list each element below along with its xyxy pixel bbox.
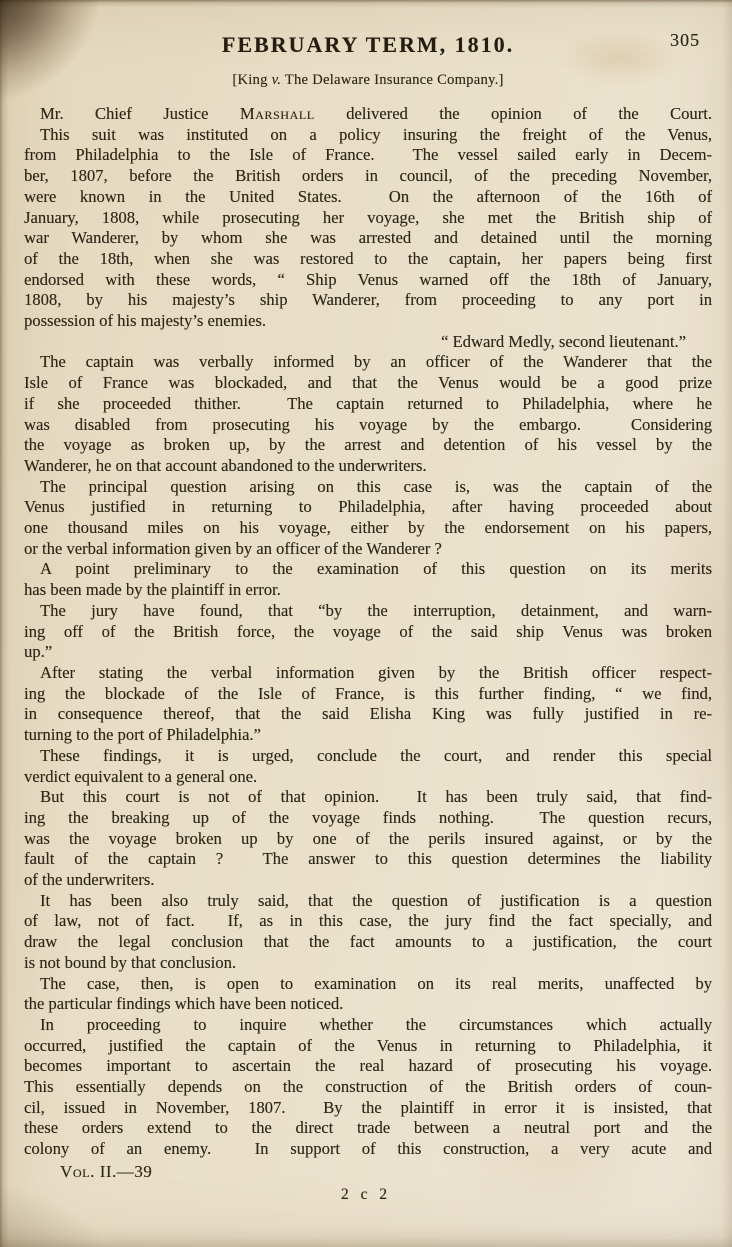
text-segment: the particular findings which have been noticed.	[24, 994, 344, 1014]
text-segment: After stating the verbal information given by the British officer respect-	[40, 662, 712, 682]
text-segment: Wanderer, he on that account abandoned to the underwriters.	[24, 455, 427, 475]
text-line	[24, 808, 712, 829]
text-line	[24, 208, 712, 229]
text-line	[24, 373, 712, 394]
text-segment: These findings, it is urged, conclude the court, and render this special	[40, 745, 712, 765]
text-line	[24, 1077, 712, 1098]
text-segment: endorsed with these words, “ Ship Venus warned off the 18th of January,	[24, 269, 712, 289]
paragraph-voyage-history	[24, 125, 712, 332]
text-line	[24, 870, 712, 891]
text-segment: in consequence thereof, that the said Elisha King was fully justified in re-	[24, 704, 712, 724]
case-caption	[24, 72, 712, 89]
text-line	[24, 477, 712, 498]
text-segment: fault of the captain ? The answer to this question determines the liability	[24, 849, 712, 869]
text-segment: Mr. Chief Justice	[40, 104, 240, 123]
text-line	[24, 415, 712, 436]
text-line	[24, 497, 712, 518]
text-line	[24, 725, 712, 746]
running-header: FEBRUARY TERM, 1810.	[221, 32, 515, 57]
text-segment: The principal question arising on this case is, was the captain of the	[40, 476, 712, 496]
text-line	[24, 974, 712, 995]
text-line	[24, 332, 712, 353]
text-segment: This suit was instituted on a policy insuring the freight of the Venus,	[40, 124, 712, 144]
text-line	[24, 601, 712, 622]
page-number: 305	[670, 30, 700, 50]
text-line	[24, 1098, 712, 1119]
paragraph-orders-construction	[24, 1015, 712, 1160]
text-segment: from Philadelphia to the Isle of France. The vessel sailed early in Decem-	[24, 145, 712, 165]
paragraph-opinion-opening	[24, 104, 712, 125]
text-segment: A point preliminary to the examination of this question on its merits	[40, 559, 712, 579]
paragraph-jury-finding	[24, 601, 712, 663]
text-segment: of the 18th, when she was restored to the captain, her papers being first	[24, 248, 712, 268]
text-line	[24, 559, 712, 580]
text-segment: ing the blockade of the Isle of France, is this further finding, “ we find,	[24, 683, 712, 703]
text-line	[24, 1056, 712, 1077]
paragraph-principal-question	[24, 477, 712, 560]
text-segment: these orders extend to the direct trade between a neutral port and the	[24, 1118, 712, 1138]
text-segment: up.”	[24, 642, 53, 662]
text-line	[24, 1139, 712, 1160]
text-segment: January, 1808, while prosecuting her voyage, she met the British ship of	[24, 207, 712, 227]
text-line	[24, 104, 712, 125]
text-segment: verdict equivalent to a general one.	[24, 766, 258, 786]
text-line	[24, 953, 712, 974]
text-segment: It has been also truly said, that the question of justification is a question	[40, 890, 712, 910]
text-line	[24, 270, 712, 291]
text-segment: [King	[232, 72, 272, 88]
text-segment: This essentially depends on the construction of the British orders of coun-	[24, 1077, 712, 1097]
text-segment: ing off of the British force, the voyage of the said ship Venus was broken	[24, 621, 712, 641]
text-line	[24, 518, 712, 539]
text-segment: the voyage as broken up, by the arrest and detention of his vessel by the	[24, 435, 712, 455]
text-line	[24, 145, 712, 166]
text-segment: delivered the opinion of the Court.	[314, 104, 712, 123]
text-segment: were known in the United States. On the afternoon of the 16th of	[24, 186, 712, 206]
text-line	[24, 849, 712, 870]
text-line	[24, 684, 712, 705]
text-line	[24, 580, 712, 601]
sheet-signature: 2 c 2	[340, 1186, 392, 1203]
text-segment: Isle of France was blockaded, and that the Venus would be a good prize	[24, 373, 712, 393]
text-segment: possession of his majesty’s enemies.	[24, 311, 266, 331]
text-line	[24, 1036, 712, 1057]
text-segment: Vol.	[60, 1162, 95, 1181]
body-text	[24, 104, 712, 1160]
text-line	[24, 642, 712, 663]
text-segment: of law, not of fact. If, as in this case, the jury find the fact specially, and	[24, 911, 712, 931]
text-line	[24, 787, 712, 808]
text-segment: 1808, by his majesty’s ship Wanderer, from proceeding to any port in	[24, 290, 712, 310]
text-segment: occurred, justified the captain of the Venus in returning to Philadelphia, it	[24, 1035, 712, 1055]
paragraph-preliminary-point	[24, 559, 712, 600]
text-segment: The Delaware Insurance Company.]	[281, 72, 504, 88]
paragraph-signature-line	[24, 332, 712, 353]
text-segment: The jury have found, that “by the interruption, detainment, and warn-	[40, 600, 712, 620]
paragraph-question-of-law	[24, 891, 712, 974]
text-segment: ber, 1807, before the British orders in council, of the preceding November,	[24, 166, 712, 186]
text-line	[24, 394, 712, 415]
text-line	[24, 539, 712, 560]
text-segment: Marshall	[239, 104, 315, 123]
paragraph-captain-informed	[24, 352, 712, 476]
text-line	[24, 663, 712, 684]
text-segment: was the voyage broken up by one of the perils insured against, or by the	[24, 828, 712, 848]
text-segment: cil, issued in November, 1807. By the plaintiff in error it is insisted, that	[24, 1097, 712, 1117]
text-segment: “ Edward Medly, second lieutenant.”	[441, 331, 686, 351]
text-segment: But this court is not of that opinion. It has been truly said, that find-	[40, 787, 712, 807]
text-segment: if she proceeded thither. The captain returned to Philadelphia, where he	[24, 393, 712, 413]
text-segment: or the verbal information given by an officer of the Wanderer ?	[24, 538, 442, 558]
text-line	[24, 767, 712, 788]
text-segment: war Wanderer, by whom she was arrested and detained until the morning	[24, 228, 712, 248]
text-line	[24, 1118, 712, 1139]
paragraph-findings-urged	[24, 746, 712, 787]
text-segment: colony of an enemy. In support of this construction, a very acute and	[24, 1139, 712, 1159]
text-segment: In proceeding to inquire whether the circumstances which actually	[40, 1014, 712, 1034]
text-line	[24, 456, 712, 477]
text-line	[24, 352, 712, 373]
text-segment: draw the legal conclusion that the fact amounts to a justification, the court	[24, 932, 712, 952]
text-segment: was disabled from prosecuting his voyage by the embargo. Considering	[24, 414, 712, 434]
text-line	[24, 311, 712, 332]
text-line	[24, 1015, 712, 1036]
text-segment: The captain was verbally informed by an officer of the Wanderer that the	[40, 352, 712, 372]
text-segment: of the underwriters.	[24, 870, 155, 890]
text-line	[24, 932, 712, 953]
paragraph-further-finding	[24, 663, 712, 746]
text-line	[24, 911, 712, 932]
text-line	[24, 704, 712, 725]
volume-signature	[60, 1162, 152, 1182]
text-segment: Venus justified in returning to Philadelphia, after having proceeded about	[24, 497, 712, 517]
text-line	[24, 622, 712, 643]
text-segment: has been made by the plaintiff in error.	[24, 580, 281, 600]
text-line	[24, 187, 712, 208]
text-line	[24, 290, 712, 311]
text-line	[24, 994, 712, 1015]
text-segment: one thousand miles on his voyage, either by the endorsement on his papers,	[24, 518, 712, 538]
text-line	[24, 228, 712, 249]
text-line	[24, 435, 712, 456]
text-segment: turning to the port of Philadelphia.”	[24, 725, 261, 745]
text-segment: II.—39	[94, 1162, 153, 1181]
paragraph-case-open	[24, 974, 712, 1015]
text-line	[24, 166, 712, 187]
text-line	[24, 829, 712, 850]
text-line	[24, 746, 712, 767]
text-segment: is not bound by that conclusion.	[24, 952, 237, 972]
text-line	[24, 249, 712, 270]
text-segment: The case, then, is open to examination on its real merits, unaffected by	[40, 973, 712, 993]
text-line	[24, 125, 712, 146]
text-segment: ing the breaking up of the voyage finds nothing. The question recurs,	[24, 807, 712, 827]
text-line	[24, 891, 712, 912]
text-segment: becomes important to ascertain the real hazard of prosecuting his voyage.	[24, 1056, 712, 1076]
text-segment: v.	[271, 72, 282, 88]
paragraph-court-opinion	[24, 787, 712, 891]
